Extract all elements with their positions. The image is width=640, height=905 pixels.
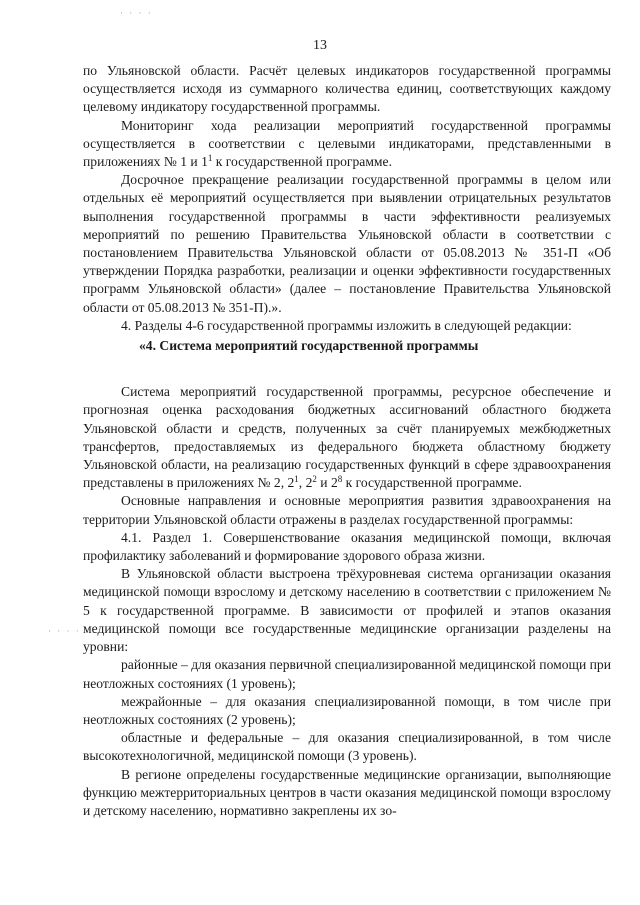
paragraph: районные – для оказания первичной специализированной медицинской помощи при неотложных состояниях (1 уровень); (83, 657, 611, 691)
paragraph: 4. Разделы 4-6 государственной программы изложить в следующей редакции: (121, 317, 572, 333)
paragraph: Досрочное прекращение реализации государственной программы в целом или отдельных её мероприятий осуществляется при выявлении отрицательных результатов выполнения государственной программы в части эффективности реализуемых мероприятий по решению Правительства Ульяновской области в соответствии с постановлением Правительства Ульяновской области от 05.08.2013 № 351-П «Об утверждении Порядка разработки, реализации и оценки эффективности государственных программ Ульяновской области» (далее – постановление Правительства Ульяновской области от 05.08.2013 № 351-П).». (83, 172, 611, 315)
paragraph: В регионе определены государственные медицинские организации, выполняющие функцию межтерриториальных центров в части оказания медицинской помощи взрослому и детскому населению, нормативно закреплены их зо- (83, 766, 611, 818)
paragraph: 4.1. Раздел 1. Совершенствование оказания медицинской помощи, включая профилактику заболеваний и формирование здорового образа жизни. (83, 529, 611, 564)
paragraph: Основные направления и основные мероприятия развития здравоохранения на территории Ульяновской области отражены в разделах государственной программы: (83, 493, 611, 527)
paragraph: Мониторинг хода реализации мероприятий государственной программы осуществляется в соответствии с целевыми индикаторами, представленными в приложениях № 1 и $1^1$ к государственной программе. (83, 117, 611, 170)
document-body (83, 62, 611, 820)
scan-speck: · · · · (48, 626, 81, 636)
paragraph: Система мероприятий государственной программы, ресурсное обеспечение и прогнозная оценка расходования бюджетных ассигнований областного бюджета Ульяновской области и средств, полученных за счёт планируемых межбюджетных трансфертов, предоставляемых из федерального бюджета областному бюджету Ульяновской области, на реализацию государственных функций в сфере здравоохранения представлены в приложениях № 2, $2^1$, $2^2$ и $2^8$ к государственной программе. (83, 384, 611, 491)
scan-speck: · · · · (120, 8, 153, 18)
section-heading: «4. Система мероприятий государственной программы (139, 338, 479, 354)
paragraph: по Ульяновской области. Расчёт целевых индикаторов государственной программы осуществляется исходя из суммарного количества единиц, соответствующих каждому целевому индикатору государственной программы. (83, 63, 611, 115)
paragraph: межрайонные – для оказания специализированной помощи, в том числе при неотложных состояниях (2 уровень); (83, 693, 611, 727)
paragraph: областные и федеральные – для оказания специализированной, в том числе высокотехнологичной, медицинской помощи (3 уровень). (83, 730, 611, 764)
page-number: 13 (313, 38, 327, 53)
paragraph: В Ульяновской области выстроена трёхуровневая система организации оказания медицинской помощи взрослому и детскому населению в соответствии с приложением № 5 к государственной программе. В зависимости от профилей и этапов оказания медицинской помощи все государственные медицинские организации разделены на уровни: (83, 566, 611, 655)
